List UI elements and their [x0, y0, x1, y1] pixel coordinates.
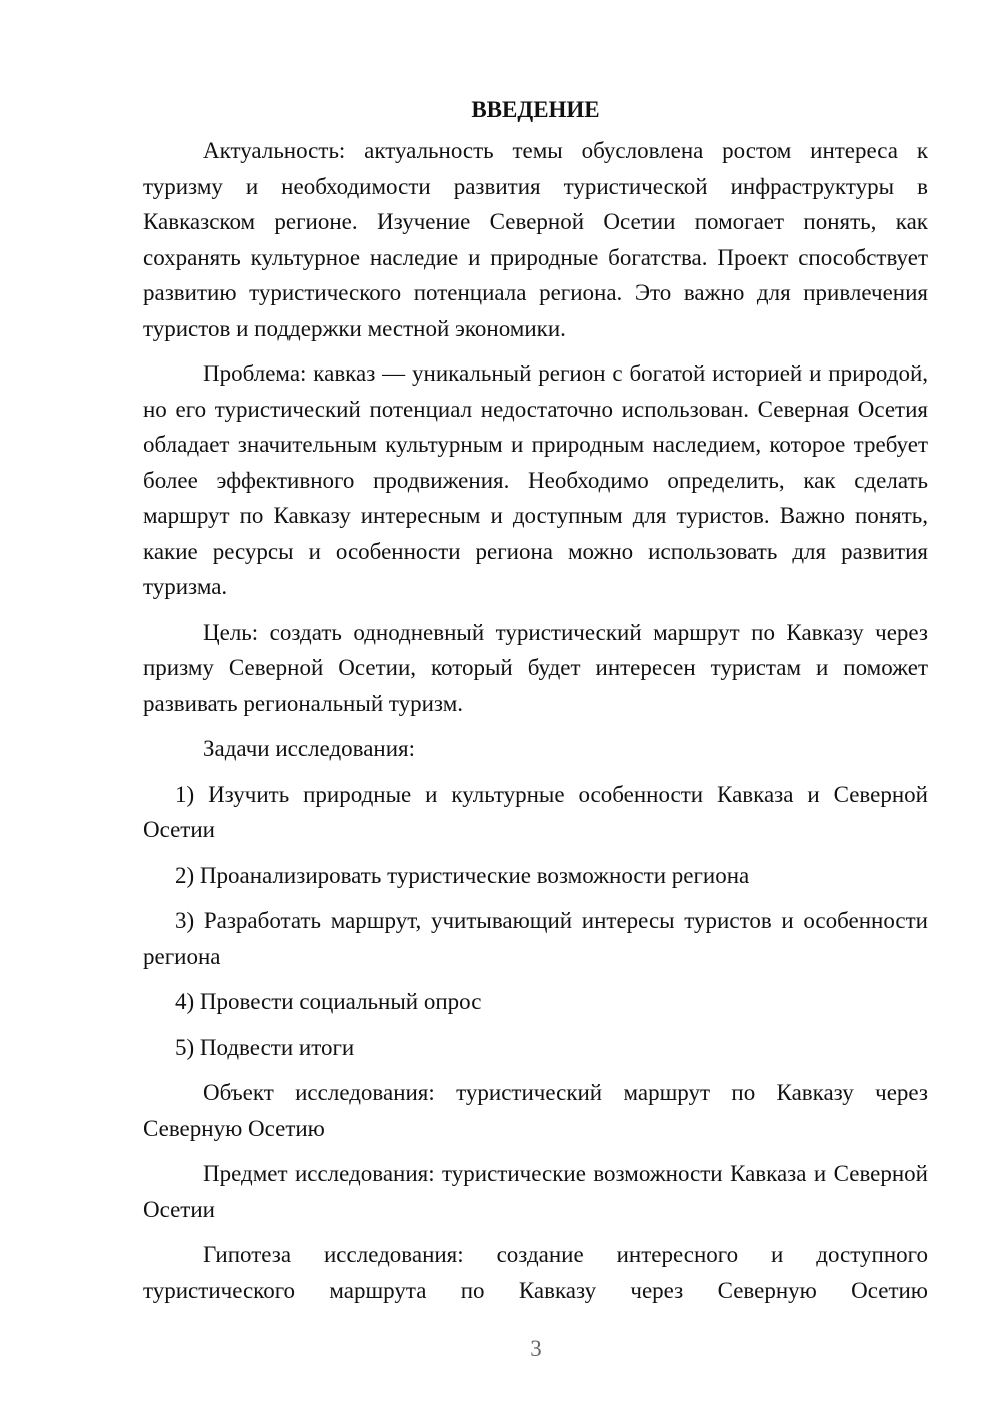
- problem-paragraph: Проблема: кавказ — уникальный регион с богатой историей и природой, но его туристический потенциал недостаточно использован. Северная Осетия обладает значительным культурным и природным наследием, которое требует более эффективного продвижения. Необходимо определить, как сделать маршрут по Кавказу интересным и доступным для туристов. Важно понять, какие ресурсы и особенности региона можно использовать для развития туризма.: [143, 361, 928, 599]
- relevance-paragraph: Актуальность: актуальность темы обусловлена ростом интереса к туризму и необходимости развития туристической инфраструктуры в Кавказском регионе. Изучение Северной Осетии помогает понять, как сохранять культурное наследие и природные богатства. Проект способствует развитию туристического потенциала региона. Это важно для привлечения туристов и поддержки местной экономики.: [143, 138, 928, 341]
- task-item-1: 1) Изучить природные и культурные особенности Кавказа и Северной Осетии: [143, 781, 928, 842]
- tasks-title: Задачи исследования:: [203, 736, 416, 761]
- section-heading: ВВЕДЕНИЕ: [471, 97, 600, 122]
- page-content: [143, 91, 928, 1318]
- hypothesis-paragraph: Гипотеза исследования: создание интересного и доступного туристического маршрута по Кавказу через Северную Осетию: [143, 1242, 928, 1303]
- goal-paragraph: Цель: создать однодневный туристический маршрут по Кавказу через призму Северной Осетии, который будет интересен туристам и поможет развивать региональный туризм.: [143, 619, 928, 716]
- task-item-2: 2) Проанализировать туристические возможности региона: [175, 862, 750, 888]
- page-number: 3: [530, 1336, 542, 1361]
- task-item-5: 5) Подвести итоги: [175, 1034, 355, 1060]
- task-item-4: 4) Провести социальный опрос: [175, 989, 482, 1014]
- subject-paragraph: Предмет исследования: туристические возможности Кавказа и Северной Осетии: [143, 1161, 928, 1222]
- object-paragraph: Объект исследования: туристический маршрут по Кавказу через Северную Осетию: [143, 1080, 928, 1141]
- task-item-3: 3) Разработать маршрут, учитывающий интересы туристов и особенности региона: [143, 908, 928, 969]
